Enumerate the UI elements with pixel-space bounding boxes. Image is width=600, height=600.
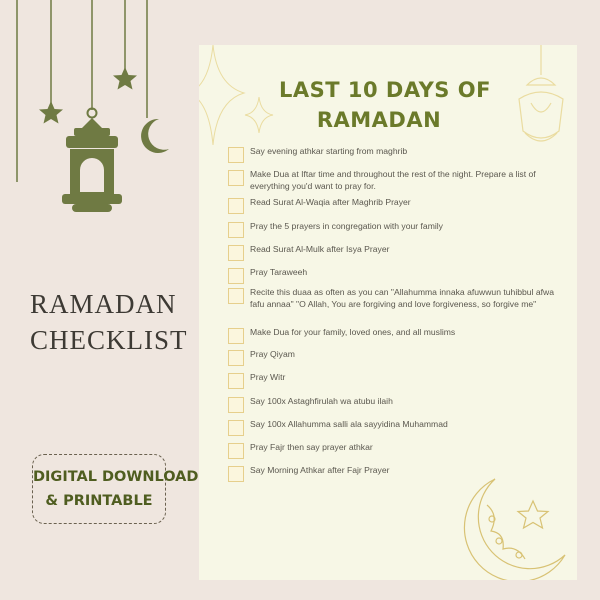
checklist-item-text: Pray Witr (250, 372, 286, 382)
badge-line: DIGITAL DOWNLOAD (33, 469, 199, 485)
checklist-item-text: Recite this duaa as often as you can "Allahumma innaka afuwwun tuhibbul afwa fafu annaa" "O Allah, You are forgiving and love forgiveness, so forgive me" (250, 287, 555, 309)
checkbox[interactable] (228, 147, 244, 163)
crescent-moon-icon (141, 119, 169, 153)
checkbox[interactable] (228, 198, 244, 214)
checklist-item-text: Pray Qiyam (250, 349, 295, 359)
lantern-outline-icon (519, 45, 563, 141)
hanging-decorations (0, 0, 200, 260)
checklist-item-text: Pray Fajr then say prayer athkar (250, 442, 373, 452)
checklist-item-text: Read Surat Al-Mulk after Isya Prayer (250, 244, 390, 254)
checklist-sheet (199, 45, 577, 580)
checkbox[interactable] (228, 328, 244, 344)
outline-star-icon (518, 501, 548, 528)
star-icon (39, 101, 63, 124)
checkbox[interactable] (228, 170, 244, 186)
checkbox[interactable] (228, 268, 244, 284)
download-badge (32, 454, 199, 524)
checkbox[interactable] (228, 373, 244, 389)
product-title (30, 286, 190, 358)
checklist-item-text: Make Dua at Iftar time and throughout the rest of the night. Prepare a list of everything you'd want to pray for. (250, 169, 536, 191)
checklist-item-text: Pray the 5 prayers in congregation with your family (250, 221, 443, 231)
checklist-item-text: Say 100x Astaghfirulah wa atubu ilaih (250, 396, 393, 406)
product-title-line: CHECKLIST (30, 325, 188, 355)
sparkle-icon (199, 45, 273, 145)
checkbox[interactable] (228, 288, 244, 304)
checklist-item-text: Say evening athkar starting from maghrib (250, 146, 408, 156)
checklist-item-text: Pray Taraweeh (250, 267, 308, 277)
checklist-title (279, 75, 491, 135)
title-line: LAST 10 DAYS OF (279, 78, 491, 102)
checkbox[interactable] (228, 443, 244, 459)
crescent-moon-icon (19, 181, 56, 234)
product-title-line: RAMADAN (30, 289, 177, 319)
checkbox[interactable] (228, 222, 244, 238)
checkbox[interactable] (228, 350, 244, 366)
star-icon (113, 67, 137, 90)
checklist-item-text: Say Morning Athkar after Fajr Prayer (250, 465, 390, 475)
badge-line: & PRINTABLE (45, 493, 153, 509)
lantern-icon (62, 109, 122, 213)
checklist-item-text: Read Surat Al-Waqia after Maghrib Prayer (250, 197, 411, 207)
checkbox[interactable] (228, 245, 244, 261)
checkbox[interactable] (228, 397, 244, 413)
checklist-item-text: Make Dua for your family, loved ones, and all muslims (250, 327, 456, 337)
checkbox[interactable] (228, 420, 244, 436)
checkbox[interactable] (228, 466, 244, 482)
title-line: RAMADAN (316, 108, 442, 132)
ornate-crescent-icon (464, 479, 565, 580)
checklist-item-text: Say 100x Allahumma salli ala sayyidina Muhammad (250, 419, 448, 429)
